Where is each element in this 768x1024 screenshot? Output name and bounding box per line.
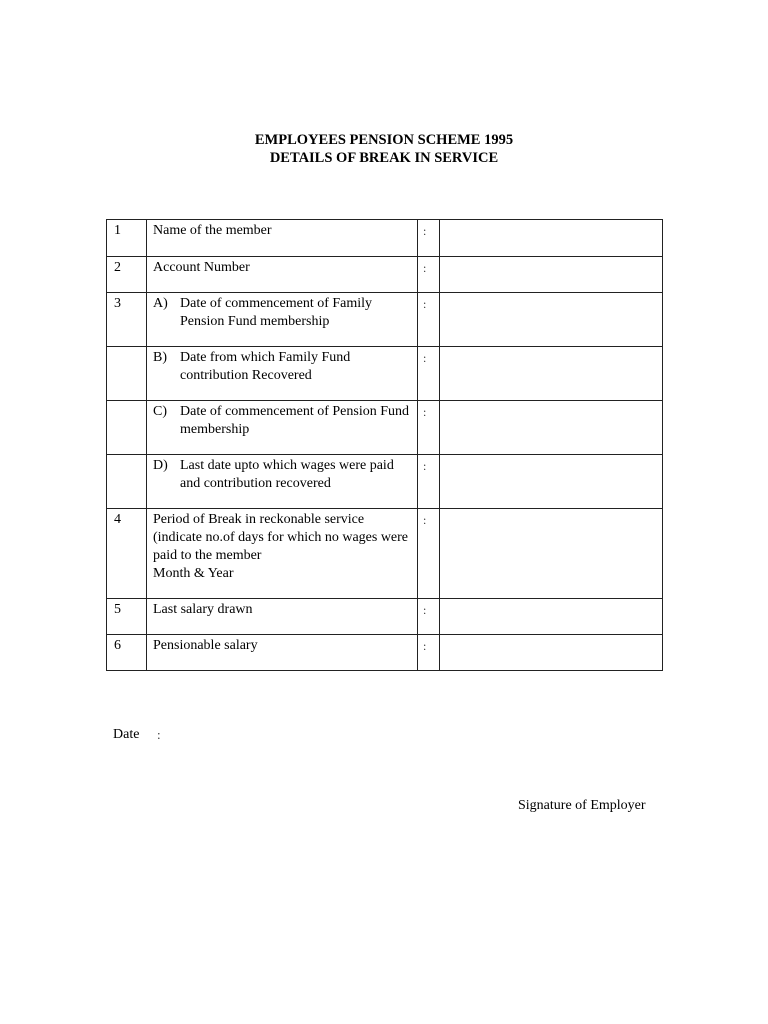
row-number: [107, 347, 147, 401]
pensionable-salary-field[interactable]: [440, 635, 663, 671]
sub-item-letter: B): [153, 350, 167, 365]
row-label-cell: [147, 509, 418, 599]
row-number: 4: [107, 509, 147, 599]
break-period-field[interactable]: [440, 509, 663, 599]
table-row-last-salary: [107, 599, 663, 635]
sub-item-letter: A): [153, 296, 168, 311]
table-row-account-number: [107, 257, 663, 293]
table-row-break-period: [107, 509, 663, 599]
table-row-pension-fund-commencement: [107, 401, 663, 455]
date-colon: :: [157, 727, 161, 742]
row-number: 5: [107, 599, 147, 635]
row-number: [107, 401, 147, 455]
row-colon: :: [418, 509, 440, 599]
family-fund-recovered-field[interactable]: [440, 347, 663, 401]
row-label: Date of commencement of Pension Fund membership: [180, 404, 410, 437]
row-label: Period of Break in reckonable service (indicate no.of days for which no wages were paid to the member: [153, 512, 409, 563]
table-row-pensionable-salary: [107, 635, 663, 671]
row-number: 3: [107, 293, 147, 347]
row-number: 1: [107, 220, 147, 257]
row-label-cell: [147, 293, 418, 347]
row-label: Date from which Family Fund contribution Recovered: [180, 350, 351, 383]
last-wage-date-field[interactable]: [440, 455, 663, 509]
row-label: Last salary drawn: [147, 599, 418, 635]
date-label: Date: [113, 727, 140, 742]
break-in-service-form-table: [106, 219, 663, 671]
row-colon: :: [418, 455, 440, 509]
last-salary-field[interactable]: [440, 599, 663, 635]
row-colon: :: [418, 220, 440, 257]
pension-fund-commencement-field[interactable]: [440, 401, 663, 455]
row-colon: :: [418, 401, 440, 455]
row-colon: :: [418, 257, 440, 293]
sub-item-letter: D): [153, 458, 168, 473]
row-colon: :: [418, 635, 440, 671]
table-row-member-name: [107, 220, 663, 257]
row-colon: :: [418, 347, 440, 401]
row-label: Account Number: [147, 257, 418, 293]
account-number-field[interactable]: [440, 257, 663, 293]
table-row-last-wage-date: [107, 455, 663, 509]
table-row-family-pension-commencement: [107, 293, 663, 347]
employer-signature-label: Signature of Employer: [518, 798, 646, 813]
row-label: Last date upto which wages were paid and contribution recovered: [180, 458, 394, 491]
row-label-cell: [147, 401, 418, 455]
row-colon: :: [418, 599, 440, 635]
row-number: 6: [107, 635, 147, 671]
row-number: [107, 455, 147, 509]
row-label: Date of commencement of Family Pension Fund membership: [180, 296, 373, 329]
row-label-month-year: Month & Year: [153, 566, 234, 581]
row-label: Pensionable salary: [147, 635, 418, 671]
family-pension-commencement-field[interactable]: [440, 293, 663, 347]
row-colon: :: [418, 293, 440, 347]
row-label: Name of the member: [147, 220, 418, 257]
row-label-cell: [147, 455, 418, 509]
table-row-family-fund-recovered: [107, 347, 663, 401]
sub-item-letter: C): [153, 404, 167, 419]
document-title: EMPLOYEES PENSION SCHEME 1995: [254, 132, 514, 148]
row-label-cell: [147, 347, 418, 401]
row-number: 2: [107, 257, 147, 293]
document-subtitle: DETAILS OF BREAK IN SERVICE: [269, 150, 499, 166]
member-name-field[interactable]: [440, 220, 663, 257]
